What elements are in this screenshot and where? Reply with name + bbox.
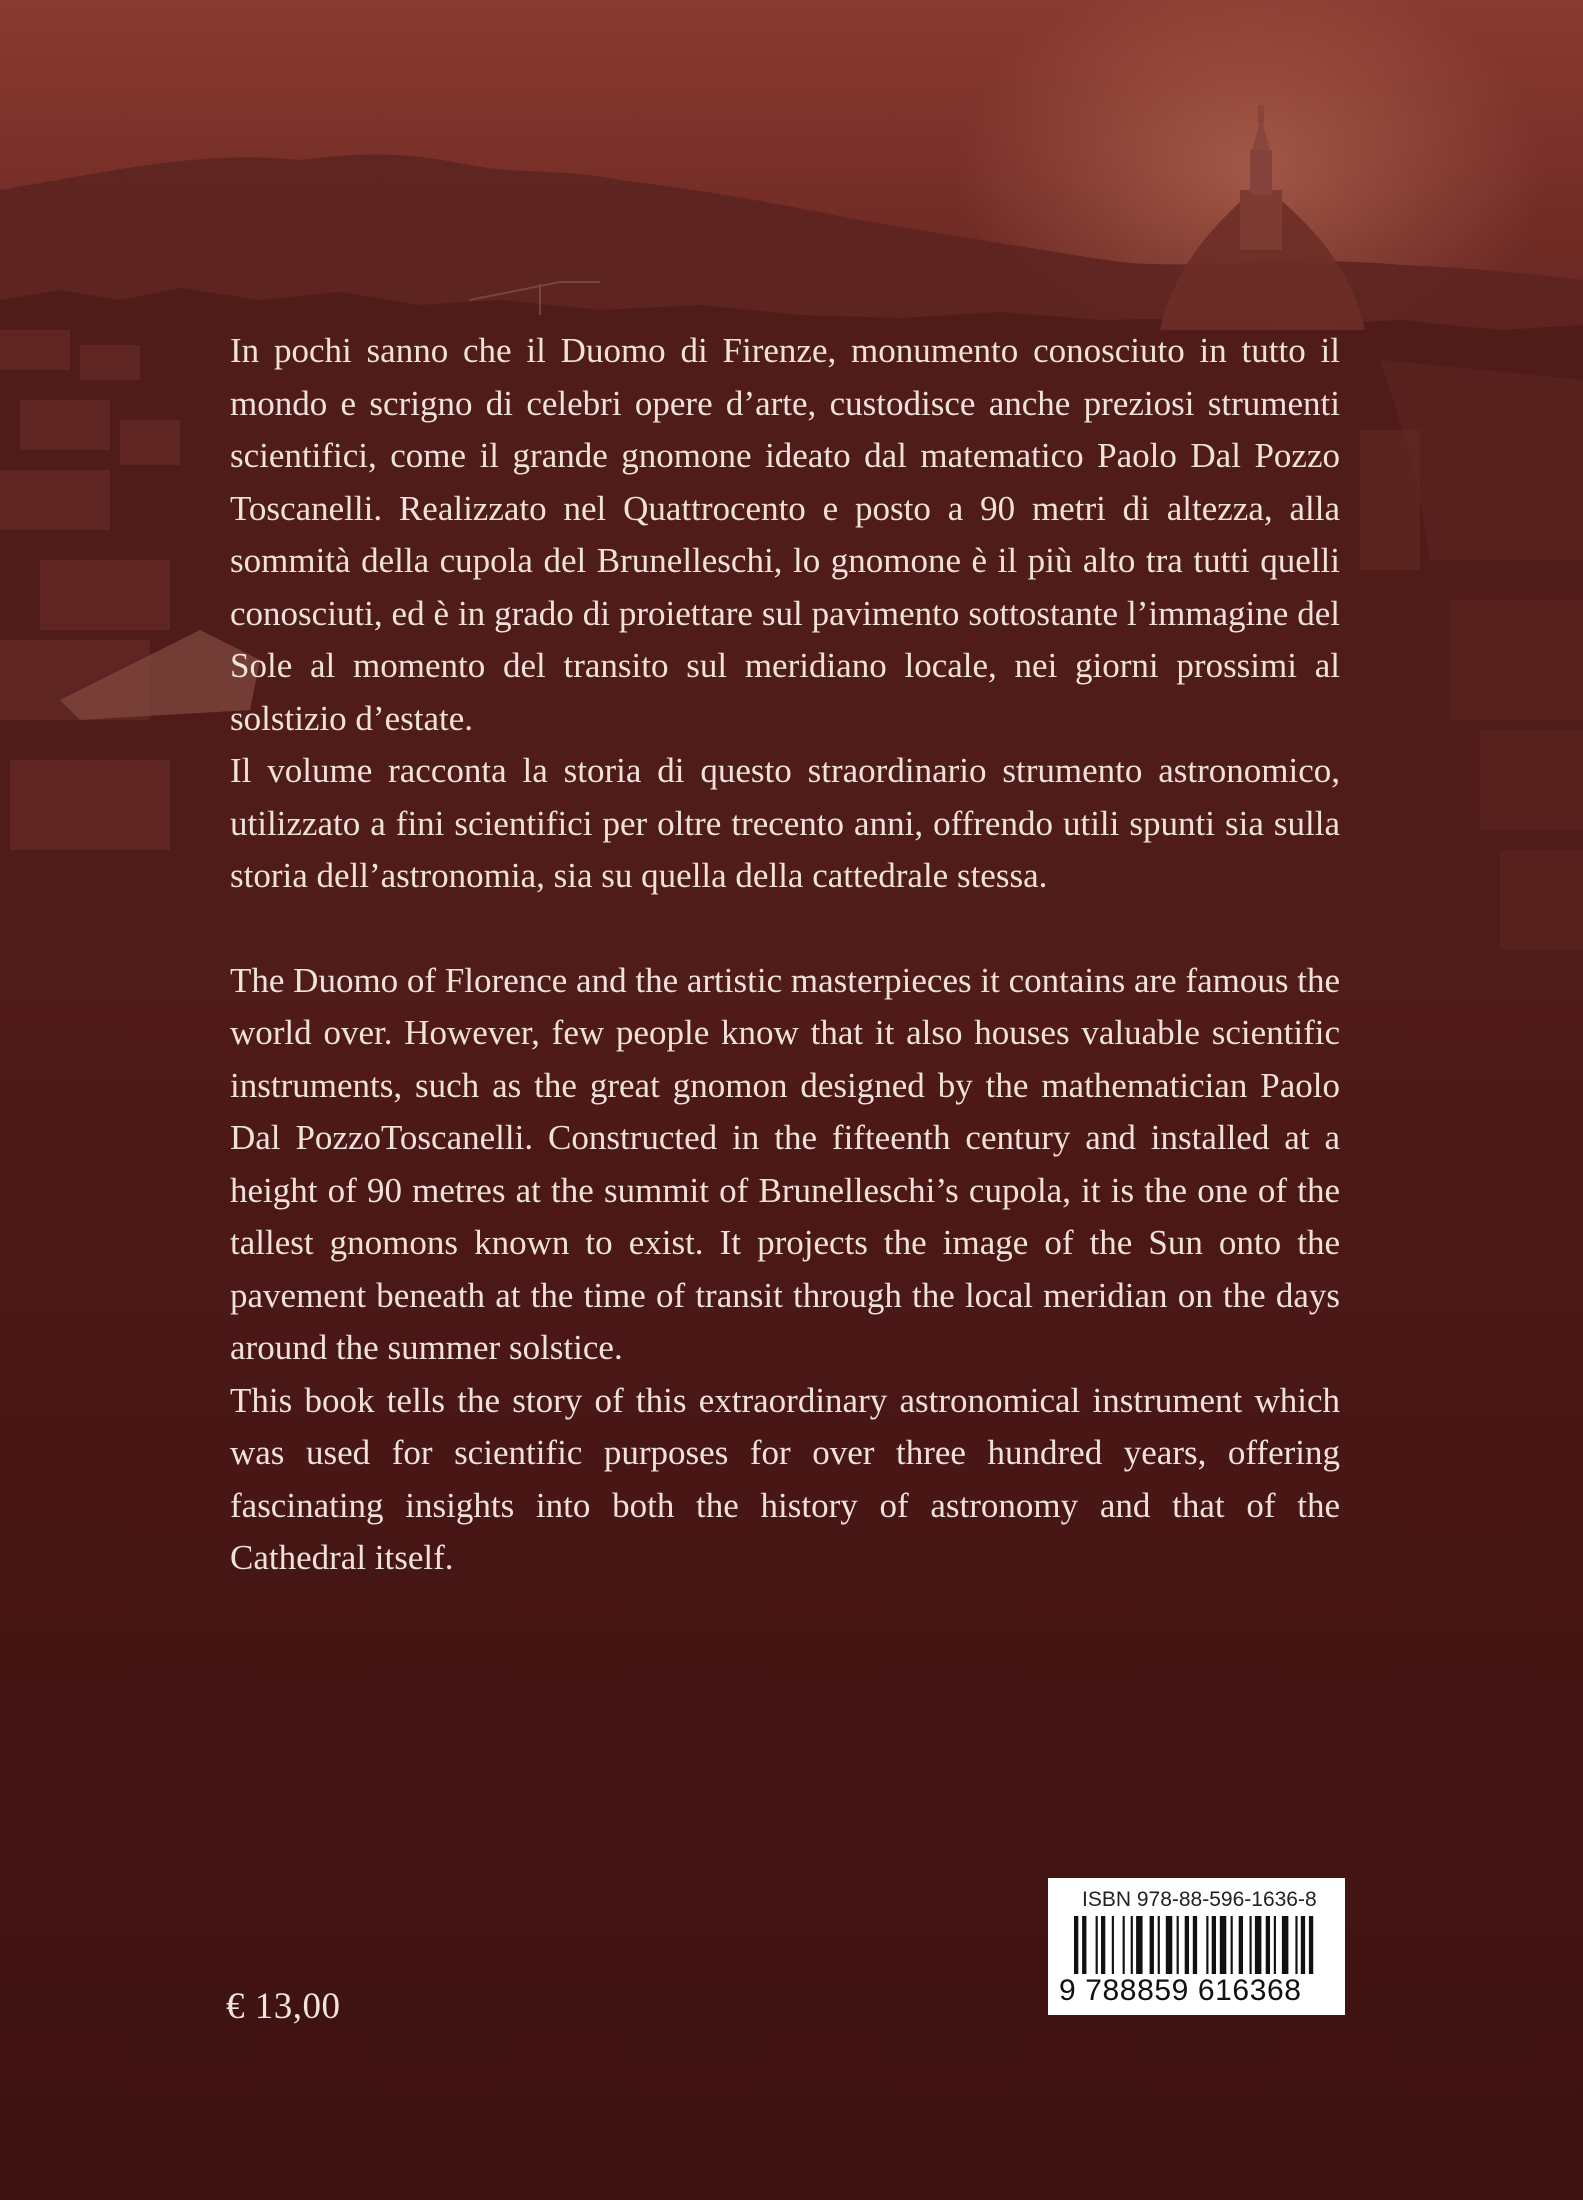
- barcode-bar: [1123, 1916, 1125, 1974]
- barcode-bar: [1158, 1916, 1160, 1974]
- barcode-bar: [1239, 1916, 1243, 1974]
- barcode-bar: [1282, 1916, 1288, 1974]
- barcode-bar: [1074, 1916, 1078, 1974]
- paragraph-gap: [230, 903, 1340, 955]
- barcode-bar: [1131, 1916, 1133, 1974]
- barcode-bar: [1274, 1916, 1276, 1974]
- barcode-bar: [1309, 1916, 1313, 1974]
- paragraph-en-2: This book tells the story of this extraordinary astronomical instrument which was used for scientific purposes for over three hundred years, offering fascinating insights into both the history of astronomy and that of the Cathedral itself.: [230, 1380, 1340, 1577]
- barcode-bar: [1150, 1916, 1154, 1974]
- barcode-bar: [1255, 1916, 1261, 1974]
- barcode-bar: [1185, 1916, 1189, 1974]
- barcode-digits: 9 788859 616368: [1059, 1974, 1302, 2007]
- price-label: € 13,00: [226, 1986, 341, 2027]
- barcode-bar: [1177, 1916, 1179, 1974]
- barcode-bar: [1096, 1916, 1098, 1974]
- barcode-bars: [1060, 1916, 1335, 1978]
- back-cover-blurb: [230, 325, 1340, 1585]
- barcode-bar: [1220, 1916, 1226, 1974]
- isbn-label: ISBN 978-88-596-1636-8: [1082, 1888, 1317, 1911]
- barcode-bar: [1250, 1916, 1252, 1974]
- barcode-bar: [1295, 1916, 1297, 1974]
- isbn-barcode: [1048, 1878, 1345, 2015]
- barcode-bar: [1206, 1916, 1208, 1974]
- barcode-bar: [1212, 1916, 1216, 1974]
- barcode-bar: [1231, 1916, 1233, 1974]
- paragraph-it-2: Il volume racconta la storia di questo straordinario strumento astronomico, utilizzato a fini scientifici per oltre trecento anni, offrendo utili spunti sia sulla storia dell’astronomia, sia su quella della cattedrale stessa.: [230, 751, 1340, 895]
- paragraph-it-1: In pochi sanno che il Duomo di Firenze, monumento conosciuto in tutto il mondo e scrigno di celebri opere d’arte, custodisce anche preziosi strumenti scientifici, come il grande gnomone ideato dal matematico Paolo Dal Pozzo Toscanelli. Realizzato nel Quattrocento e posto a 90 metri di altezza, alla sommità della cupola del Brunelleschi, lo gnomone è il più alto tra tutti quelli conosciuti, ed è in grado di proiettare sul pavimento sottostante l’immagine del Sole al momento del transito sul meridiano locale, nei giorni prossimi al solstizio d’estate.: [230, 331, 1340, 738]
- barcode-bar: [1136, 1916, 1142, 1974]
- paragraph-en-1: The Duomo of Florence and the artistic masterpieces it contains are famous the world over. However, few people know that it also houses valuable scientific instruments, such as the great gnomon designed by the mathematician Paolo Dal PozzoToscanelli. Constructed in the fifteenth century and installed at a height of 90 metres at the summit of Brunelleschi’s cupola, it is the one of the tallest gnomons known to exist. It projects the image of the Sun onto the pavement beneath at the time of transit through the local meridian on the days around the summer solstice.: [230, 960, 1340, 1367]
- barcode-bar: [1112, 1916, 1114, 1974]
- barcode-bar: [1301, 1916, 1305, 1974]
- barcode-bar: [1082, 1916, 1086, 1974]
- barcode-bar: [1101, 1916, 1105, 1974]
- barcode-bar: [1193, 1916, 1197, 1974]
- barcode-bar: [1166, 1916, 1172, 1974]
- barcode-bar: [1266, 1916, 1270, 1974]
